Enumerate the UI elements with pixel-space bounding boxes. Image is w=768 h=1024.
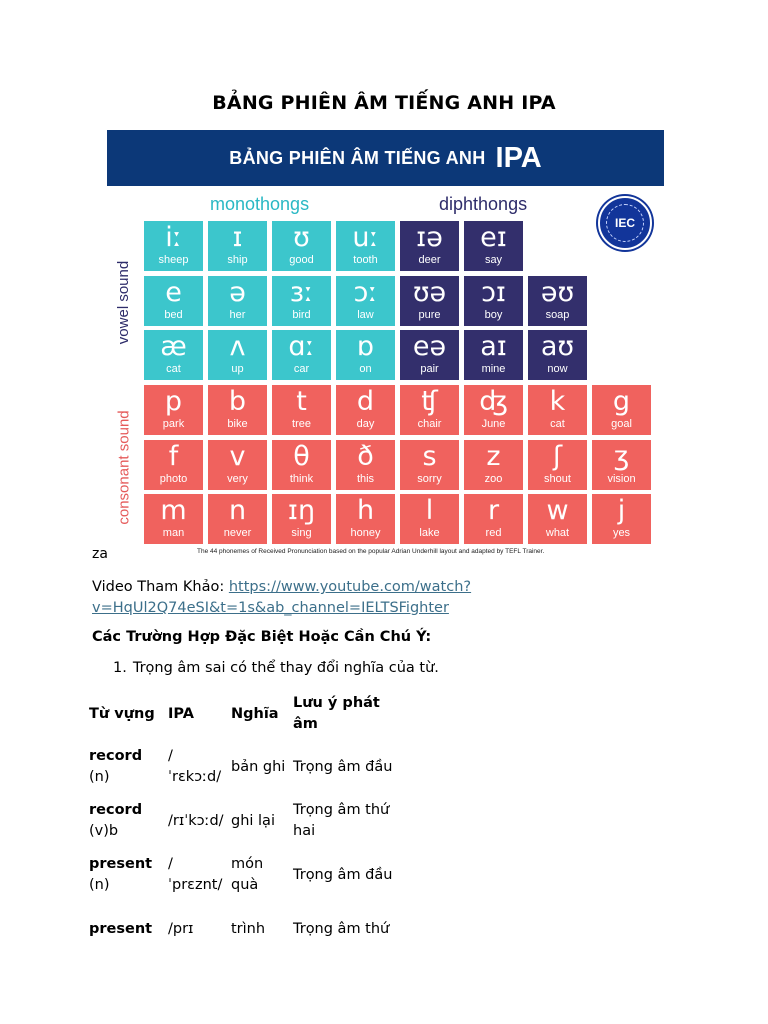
example-word: soap: [545, 309, 570, 321]
phoneme-symbol: ʌ: [229, 331, 246, 362]
phoneme-symbol: r: [487, 495, 500, 526]
example-word: boy: [484, 309, 503, 321]
word-pos: (n): [89, 877, 110, 893]
phoneme-symbol: f: [168, 441, 179, 472]
phoneme-symbol: ʤ: [479, 386, 508, 417]
example-word: say: [484, 254, 503, 266]
phoneme-symbol: p: [164, 386, 183, 417]
phoneme-symbol: ɑː: [288, 331, 315, 362]
cell-ipa: /ˈprɛznt/: [168, 856, 223, 893]
consonant-cell: [527, 439, 588, 491]
example-word: photo: [159, 473, 188, 485]
banner-ipa: IPA: [495, 141, 542, 174]
example-word: bed: [164, 309, 183, 321]
phoneme-symbol: ɪŋ: [287, 495, 316, 526]
example-word: never: [223, 527, 252, 539]
phoneme-symbol: uː: [352, 222, 379, 253]
consonant-cell: [463, 384, 524, 436]
vowel-sound-text: vowel sound: [115, 260, 133, 344]
consonant-cell: [335, 439, 396, 491]
table-row: [86, 848, 400, 902]
example-word: lake: [419, 527, 440, 539]
example-word: good: [289, 254, 314, 266]
ipa-chart-image: [107, 130, 664, 557]
header-note: Lưu ý phát âm: [293, 695, 380, 732]
banner-title: BẢNG PHIÊN ÂM TIẾNG ANH: [229, 147, 486, 168]
table-header-row: [86, 688, 400, 740]
vowel-sound-label: [107, 220, 141, 384]
list-item-number: 1.: [113, 660, 127, 676]
example-word: this: [356, 473, 375, 485]
phoneme-symbol: ɒ: [356, 331, 375, 362]
cell-meaning: bản ghi: [231, 758, 286, 775]
example-word: deer: [418, 254, 441, 266]
consonant-cell: [463, 439, 524, 491]
phoneme-symbol: aʊ: [540, 331, 575, 362]
example-word: cat: [166, 363, 181, 375]
consonant-cell: [591, 493, 652, 545]
consonant-cell: [271, 439, 332, 491]
monophthong-cell: [335, 220, 396, 272]
example-word: man: [162, 527, 185, 539]
table-row: [86, 902, 400, 956]
header-meaning: Nghĩa: [231, 705, 279, 722]
example-word: car: [293, 363, 310, 375]
example-word: tooth: [353, 254, 378, 266]
example-word: sing: [291, 527, 312, 539]
consonant-cell: [399, 493, 460, 545]
header-ipa: IPA: [168, 705, 194, 722]
stray-text: za: [92, 546, 108, 562]
word-pos: (v)b: [89, 823, 119, 839]
consonant-cell: [399, 439, 460, 491]
diphthong-cell: [399, 220, 460, 272]
example-word: goal: [611, 418, 632, 430]
example-word: what: [545, 527, 570, 539]
example-word: bird: [292, 309, 311, 321]
example-word: honey: [350, 527, 381, 539]
example-word: shout: [544, 473, 571, 485]
example-word: cat: [550, 418, 565, 430]
consonant-cell: [591, 439, 652, 491]
special-cases-heading: Các Trường Hợp Đặc Biệt Hoặc Cần Chú Ý:: [92, 629, 432, 645]
consonant-cell: [527, 493, 588, 545]
consonant-sound-text: consonant sound: [115, 409, 133, 525]
consonant-cell: [399, 384, 460, 436]
example-word: now: [547, 363, 568, 375]
example-word: law: [357, 309, 374, 321]
phoneme-symbol: n: [228, 495, 247, 526]
phoneme-symbol: ʧ: [421, 386, 438, 417]
consonant-cell: [271, 384, 332, 436]
diphthongs-header: diphthongs: [439, 194, 528, 214]
phoneme-symbol: æ: [160, 331, 187, 362]
example-word: mine: [481, 363, 506, 375]
example-word: think: [289, 473, 314, 485]
example-word: tree: [292, 418, 311, 430]
cell-word: [86, 902, 165, 956]
phoneme-symbol: g: [612, 386, 631, 417]
consonant-sound-label: [107, 384, 141, 550]
example-word: ship: [227, 254, 248, 266]
video-label: Video Tham Khảo:: [92, 579, 229, 595]
example-word: sorry: [417, 473, 442, 485]
example-word: day: [356, 418, 375, 430]
consonant-cell: [463, 493, 524, 545]
diphthong-cell: [463, 275, 524, 327]
cell-ipa: /rɪˈkɔːd/: [168, 812, 224, 829]
phoneme-symbol: t: [296, 386, 307, 417]
cell-word: [86, 848, 165, 902]
cell-meaning: ghi lại: [231, 812, 275, 829]
example-word: pair: [420, 363, 439, 375]
phoneme-symbol: θ: [293, 441, 310, 472]
video-link-line2: v=HqUl2Q74eSI&t=1s&ab_channel=IELTSFighter: [92, 600, 449, 616]
example-word: bike: [227, 418, 248, 430]
table-row: [86, 740, 400, 794]
phoneme-symbol: ʊ: [293, 222, 310, 253]
vocab-table: [86, 688, 400, 956]
cell-meaning: trình: [231, 920, 266, 937]
phoneme-symbol: eɪ: [480, 222, 507, 253]
phoneme-symbol: h: [356, 495, 375, 526]
word-text: record: [89, 748, 143, 764]
diphthong-cell: [463, 220, 524, 272]
phoneme-symbol: ʒ: [613, 441, 630, 472]
diphthong-cell: [463, 329, 524, 381]
consonant-cell: [207, 493, 268, 545]
consonant-cell: [591, 384, 652, 436]
phoneme-symbol: v: [229, 441, 246, 472]
logo-ring: [606, 204, 644, 242]
monophthong-cell: [143, 329, 204, 381]
page-title: BẢNG PHIÊN ÂM TIẾNG ANH IPA: [212, 92, 556, 114]
phoneme-symbol: ə: [229, 277, 246, 308]
monophthong-cell: [335, 329, 396, 381]
example-word: her: [229, 309, 246, 321]
phoneme-symbol: ɪə: [416, 222, 443, 253]
phoneme-symbol: l: [425, 495, 434, 526]
monophthong-cell: [143, 220, 204, 272]
phoneme-symbol: j: [617, 495, 626, 526]
example-word: yes: [612, 527, 631, 539]
consonant-cell: [207, 439, 268, 491]
example-word: pure: [418, 309, 441, 321]
cell-ipa: /prɪ: [168, 920, 194, 937]
phoneme-symbol: s: [422, 441, 437, 472]
monophthong-cell: [207, 329, 268, 381]
example-word: park: [162, 418, 185, 430]
chart-caption: The 44 phonemes of Received Pronunciation based on the popular Adrian Underhill layout and adapted by TEFL Trainer.: [197, 548, 545, 555]
consonant-cell: [271, 493, 332, 545]
cell-ipa: /ˈrɛkɔːd/: [168, 748, 222, 785]
cell-word: [86, 794, 165, 848]
example-word: up: [231, 363, 244, 375]
cell-note: Trọng âm thứ: [293, 920, 390, 937]
list-item-text: Trọng âm sai có thể thay đổi nghĩa của từ.: [132, 660, 439, 676]
chart-banner: [107, 130, 664, 186]
phoneme-symbol: əʊ: [540, 277, 575, 308]
example-word: sheep: [158, 254, 189, 266]
consonant-cell: [143, 493, 204, 545]
consonant-cell: [335, 384, 396, 436]
word-pos: (n): [89, 769, 110, 785]
phoneme-symbol: ɜː: [289, 277, 314, 308]
phoneme-symbol: w: [546, 495, 569, 526]
monophthong-cell: [207, 275, 268, 327]
cell-note: Trọng âm đầu: [293, 758, 393, 775]
cell-word: [86, 740, 165, 794]
header-word: Từ vựng: [89, 705, 155, 722]
diphthong-cell: [399, 329, 460, 381]
monophthong-cell: [335, 275, 396, 327]
phoneme-symbol: z: [486, 441, 501, 472]
example-word: June: [481, 418, 506, 430]
phoneme-symbol: ɪ: [232, 222, 243, 253]
consonant-cell: [335, 493, 396, 545]
cell-meaning: món quà: [231, 856, 264, 893]
cell-note: Trọng âm đầu: [293, 866, 393, 883]
diphthong-cell: [527, 275, 588, 327]
monophthong-cell: [207, 220, 268, 272]
example-word: very: [227, 473, 248, 485]
phoneme-symbol: ɔː: [353, 277, 378, 308]
monophthong-cell: [271, 275, 332, 327]
phoneme-symbol: ʃ: [552, 441, 563, 472]
video-reference: [92, 577, 512, 619]
phoneme-symbol: iː: [165, 222, 182, 253]
phoneme-symbol: eə: [412, 331, 447, 362]
example-word: red: [485, 527, 502, 539]
list-item: [113, 660, 439, 676]
consonant-cell: [527, 384, 588, 436]
consonant-cell: [207, 384, 268, 436]
word-text: present: [89, 856, 153, 872]
phoneme-symbol: b: [228, 386, 247, 417]
word-text: record: [89, 802, 143, 818]
consonant-cell: [143, 384, 204, 436]
monophthong-cell: [271, 329, 332, 381]
example-word: on: [359, 363, 372, 375]
example-word: chair: [417, 418, 442, 430]
phoneme-symbol: aɪ: [480, 331, 507, 362]
diphthong-cell: [399, 275, 460, 327]
cell-note: Trọng âm thứ hai: [293, 802, 390, 839]
phoneme-symbol: e: [165, 277, 182, 308]
example-word: zoo: [484, 473, 503, 485]
phoneme-symbol: k: [549, 386, 566, 417]
phoneme-symbol: ð: [357, 441, 374, 472]
monophthong-cell: [143, 275, 204, 327]
consonant-cell: [143, 439, 204, 491]
phoneme-symbol: d: [356, 386, 375, 417]
video-link-line1: https://www.youtube.com/watch?: [228, 579, 472, 595]
monophthongs-header: monothongs: [210, 194, 310, 214]
monophthong-cell: [271, 220, 332, 272]
phoneme-symbol: ʊə: [412, 277, 447, 308]
table-row: [86, 794, 400, 848]
diphthong-cell: [527, 329, 588, 381]
phoneme-symbol: ɔɪ: [481, 277, 506, 308]
example-word: vision: [607, 473, 636, 485]
word-text: present: [89, 920, 153, 937]
iec-logo: [598, 196, 652, 250]
phoneme-symbol: m: [160, 495, 187, 526]
logo-text: IEC: [614, 216, 635, 230]
